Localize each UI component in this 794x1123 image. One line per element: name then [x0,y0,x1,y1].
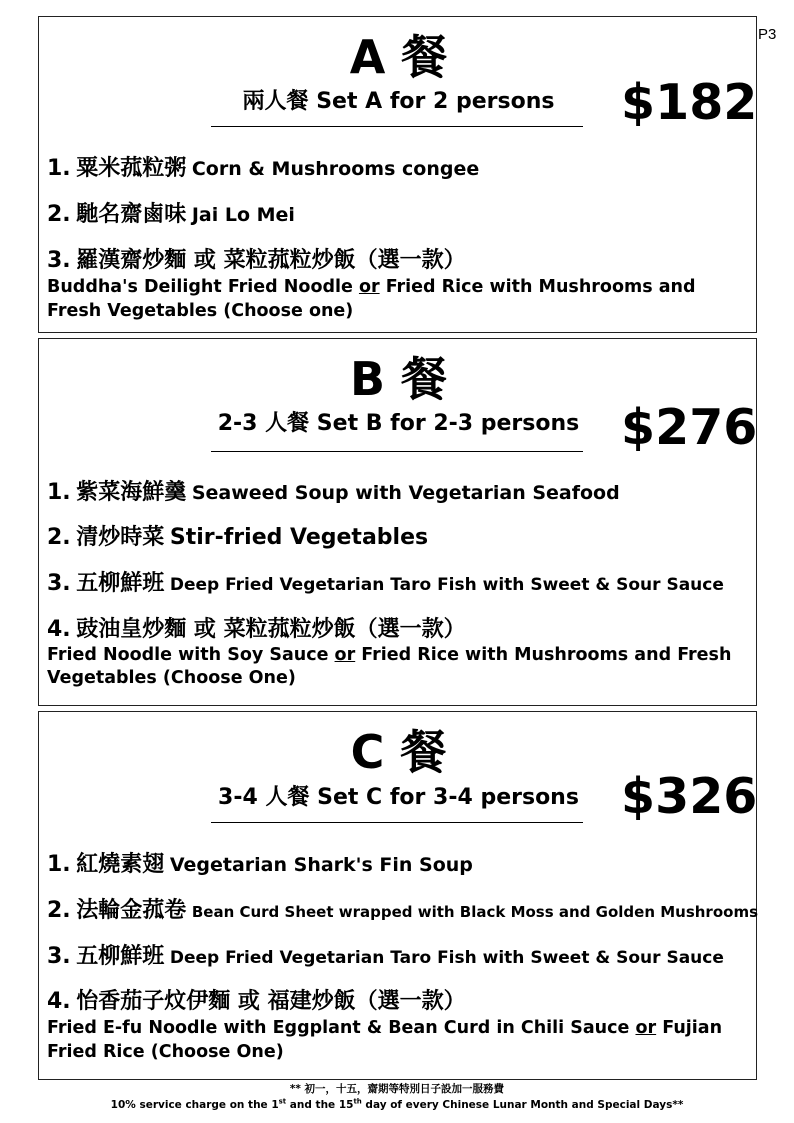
set-c-item-2 [47,897,758,926]
item-chinese-name: 羅漢齋炒麵 或 菜粒菰粒炒飯（選一款） [76,248,466,273]
item-english-name: Vegetarian Shark's Fin Soup [169,854,473,876]
item-chinese-name: 馳名齋鹵味 [76,202,187,227]
item-english-name: Deep Fried Vegetarian Taro Fish with Sweet & Sour Sauce [169,948,724,968]
item-chinese-name: 豉油皇炒麵 或 菜粒菰粒炒飯（選一款） [76,617,466,642]
desc-or: or [334,645,356,665]
set-b-item-3 [47,570,748,599]
set-a-item-3 [47,247,748,323]
item-number: 3. [47,571,71,596]
item-english-description [47,1016,748,1064]
set-c-underline [211,822,583,823]
set-a-subtitle: 兩人餐 Set A for 2 persons [242,89,555,114]
set-c-item-4 [47,988,748,1064]
set-c-box [38,711,757,1080]
set-b-title: B 餐 [349,352,448,406]
item-number: 4. [47,989,71,1014]
footer-part: 10% service charge on the 1 [110,1099,279,1111]
set-a-title: A 餐 [349,30,448,84]
desc-part: Fried Rice with Mushrooms and Fresh Vegetables (Choose One) [47,645,732,688]
item-chinese-name: 五柳鮮班 [76,571,165,596]
item-english-name: Deep Fried Vegetarian Taro Fish with Sweet & Sour Sauce [169,575,724,595]
set-b-subtitle: 2-3 人餐 Set B for 2-3 persons [217,411,580,436]
set-b-item-4 [47,616,748,690]
item-number: 1. [47,852,71,877]
item-chinese-name: 粟米菰粒粥 [76,156,187,181]
item-number: 3. [47,248,71,273]
item-english-name: Seaweed Soup with Vegetarian Seafood [191,482,620,504]
item-chinese-name: 清炒時菜 [76,525,165,550]
item-english-name: Corn & Mushrooms congee [191,158,480,180]
desc-part: Fried E-fu Noodle with Eggplant & Bean Curd in Chili Sauce [47,1018,636,1038]
item-english-name: Stir-fried Vegetables [169,525,429,550]
item-english-name: Bean Curd Sheet wrapped with Black Moss and Golden Mushrooms [191,903,758,921]
item-chinese-name: 怡香茄子炆伊麵 或 福建炒飯（選一款） [76,989,466,1014]
footer-part: and the 15 [286,1099,354,1111]
set-c-item-3 [47,943,748,972]
desc-part: Fried Rice with Mushrooms and Fresh Vegetables (Choose one) [47,277,696,321]
item-english-description [47,275,748,323]
set-a-price: $182 [621,74,758,131]
set-a-item-1 [47,155,748,183]
item-number: 2. [47,202,71,227]
item-number: 2. [47,898,71,923]
desc-or: or [358,277,380,297]
footer-note-chinese: ** 初一，十五，齋期等特別日子設加一服務費 [289,1083,505,1095]
desc-or: or [635,1018,657,1038]
set-a-box [38,16,757,333]
item-number: 1. [47,480,71,505]
item-number: 3. [47,944,71,969]
set-b-underline [211,451,583,452]
item-number: 1. [47,156,71,181]
set-a-underline [211,126,583,127]
item-english-description [47,644,748,690]
set-b-item-2 [47,524,748,552]
item-english-name: Jai Lo Mei [191,204,295,226]
footer-part: day of every Chinese Lunar Month and Special Days** [361,1099,684,1111]
set-c-title: C 餐 [350,725,447,779]
set-b-price: $276 [621,399,758,456]
set-b-box [38,338,757,706]
set-a-item-2 [47,201,748,229]
footer-note-english [0,1098,794,1113]
desc-part: Fried Noodle with Soy Sauce [47,645,335,665]
desc-part: Fujian Fried Rice (Choose One) [47,1018,723,1062]
item-chinese-name: 紅燒素翅 [76,852,165,877]
set-b-item-1 [47,479,748,507]
set-c-subtitle: 3-4 人餐 Set C for 3-4 persons [218,785,579,810]
footer-sup-th: th [353,1097,362,1106]
set-c-price: $326 [621,768,758,825]
item-chinese-name: 法輪金菰卷 [76,898,187,923]
item-number: 4. [47,617,71,642]
footer-sup-st: st [278,1097,287,1106]
desc-part: Buddha's Deilight Fried Noodle [47,277,359,297]
set-c-item-1 [47,851,748,879]
item-chinese-name: 紫菜海鮮羹 [76,480,187,505]
item-chinese-name: 五柳鮮班 [76,944,165,969]
page-number: P3 [758,26,777,43]
item-number: 2. [47,525,71,550]
